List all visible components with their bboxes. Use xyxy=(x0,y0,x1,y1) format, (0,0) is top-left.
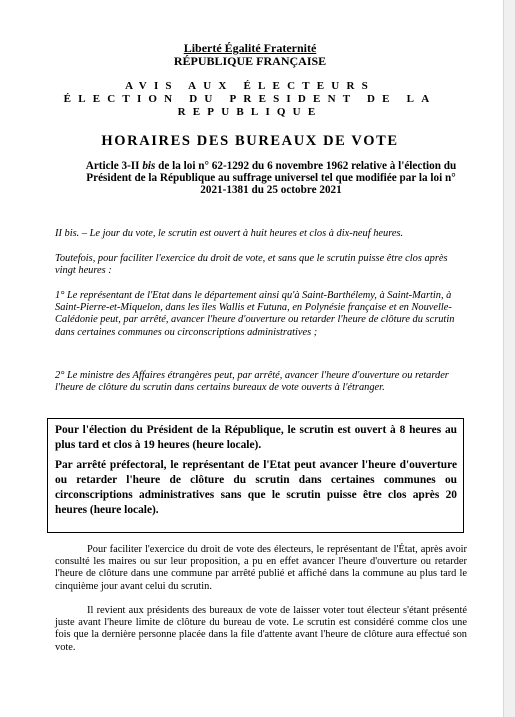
law-paragraph-1: II bis. – Le jour du vote, le scrutin est ouvert à huit heures et clos à dix-neuf heures. xyxy=(55,228,404,239)
law-paragraph-4: 2° Le ministre des Affaires étrangères peut, par arrêté, avancer l'heure d'ouverture ou retarder l'heure de clôture du scrutin dans certains bureaux de vote ouverts à l'étranger. xyxy=(55,370,449,394)
highlight-paragraph-1: Pour l'élection du Président de la République, le scrutin est ouvert à 8 heures au plus tard et clos à 19 heures (heure locale). xyxy=(55,424,457,451)
law-paragraph-3: 1° Le représentant de l'Etat dans le département ainsi qu'à Saint-Barthélemy, à Saint-Martin, à Saint-Pierre-et-Miquelon, dans les îles Wallis et Futuna, en Polynésie française et en Nouvelle-Calédonie peut, par arrêté, avancer l'heure d'ouverture ou retarder l'heure de clôture du scrutin dans certaines communes ou circonscriptions administratives ; xyxy=(55,290,455,338)
page-title: HORAIRES DES BUREAUX DE VOTE xyxy=(101,133,399,149)
article-bis: bis xyxy=(142,160,156,172)
law-paragraph-2: Toutefois, pour faciliter l'exercice du droit de vote, et sans que le scrutin puisse être clos après vingt heures : xyxy=(55,253,448,277)
article-reference xyxy=(76,160,466,197)
republic-name: RÉPUBLIQUE FRANÇAISE xyxy=(173,54,327,68)
footer-paragraph-1: Pour faciliter l'exercice du droit de vote des électeurs, le représentant de l'État, après avoir consulté les maires ou sur leur proposition, a pu en effet avancer l'heure d'ouverture ou retarder l'heure de clôture dans une commune par arrêté publié et affiché dans la commune au plus tard le cinquième jour avant celui du scrutin. xyxy=(55,544,467,592)
notice-line-3: REPUBLIQUE xyxy=(177,106,323,118)
republic-motto: Liberté Égalité Fraternité xyxy=(183,41,317,55)
viewer-scrollbar-track[interactable] xyxy=(503,0,515,717)
notice-line-2: ÉLECTION DU PRESIDENT DE LA xyxy=(63,93,437,105)
notice-heading xyxy=(55,80,445,119)
footer-paragraph-2: Il revient aux présidents des bureaux de vote de laisser voter tout électeur s'étant présenté juste avant l'heure limite de clôture du bureau de vote. Le scrutin est considéré comme clos une fois que la dernière personne placée dans la file d'attente avant l'heure de clôture aura effectué son vote. xyxy=(55,605,467,653)
notice-line-1: AVIS AUX ÉLECTEURS xyxy=(125,80,375,92)
highlight-box xyxy=(47,418,464,533)
article-rest: de la loi n° 62-1292 du 6 novembre 1962 relative à l'élection du Président de la République au suffrage universel tel que modifiée par la loi n° 2021-1381 du 25 octobre 2021 xyxy=(86,160,457,197)
highlight-paragraph-2: Par arrêté préfectoral, le représentant de l'Etat peut avancer l'heure d'ouverture ou retarder l'heure de clôture du scrutin dans certaines communes ou circonscriptions administratives sans que le scrutin puisse être clos après 20 heures (heure locale). xyxy=(55,459,457,516)
article-prefix: Article 3-II xyxy=(85,160,143,172)
